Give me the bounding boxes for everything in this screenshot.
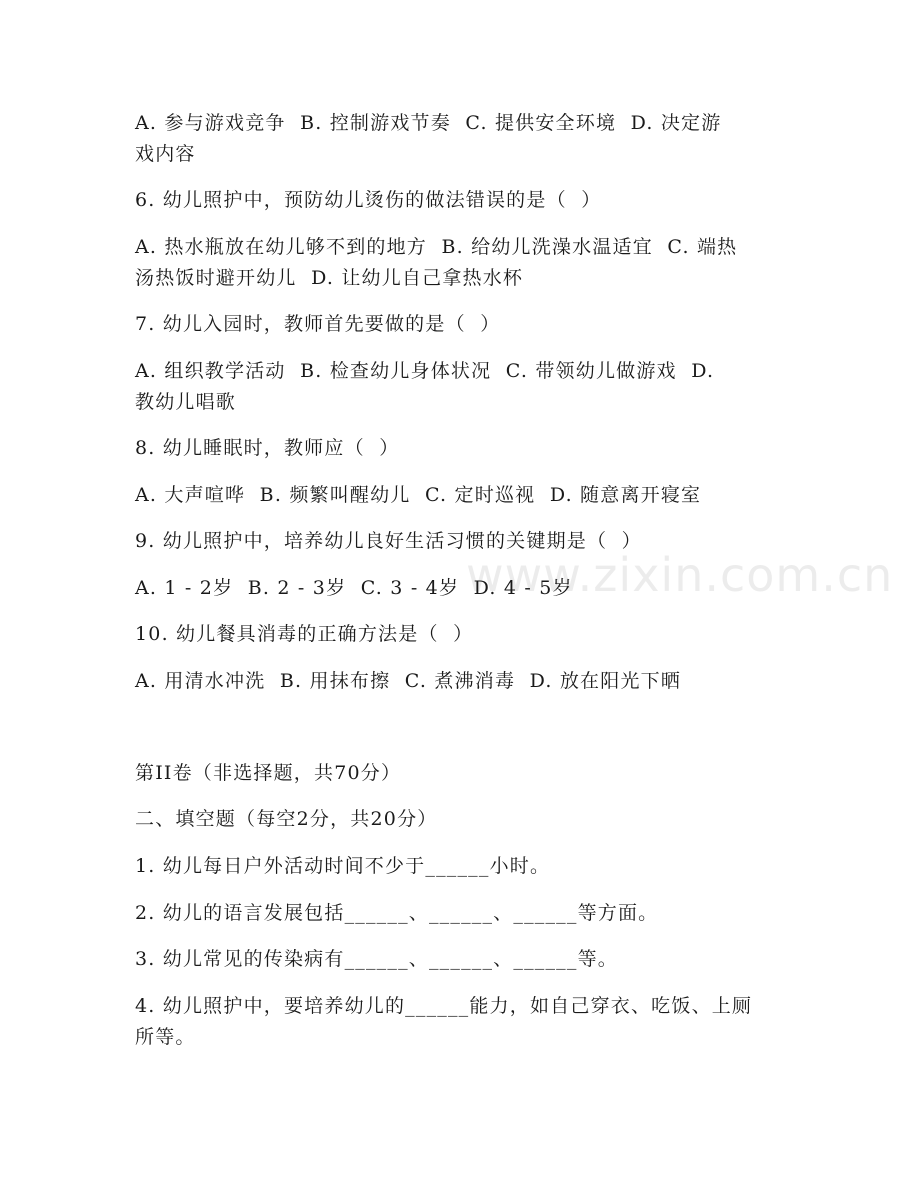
- option-line-q7-cont: 教幼儿唱歌: [135, 391, 237, 413]
- option-line-q7: A. 组织教学活动 B. 检查幼儿身体状况 C. 带领幼儿做游戏 D.: [135, 360, 715, 382]
- question-6: 6. 幼儿照护中，预防幼儿烫伤的做法错误的是（ ）: [135, 189, 602, 211]
- fill-question-3: 3. 幼儿常见的传染病有______、______、______等。: [135, 948, 618, 970]
- question-10: 10. 幼儿餐具消毒的正确方法是（ ）: [135, 623, 474, 645]
- question-9: 9. 幼儿照护中，培养幼儿良好生活习惯的关键期是（ ）: [135, 530, 642, 552]
- fill-question-2: 2. 幼儿的语言发展包括______、______、______等方面。: [135, 902, 659, 924]
- section-heading-part-2: 第II卷（非选择题，共70分）: [135, 762, 402, 784]
- section-heading-fill-blank: 二、填空题（每空2分，共20分）: [135, 808, 438, 830]
- option-line-q5: A. 参与游戏竞争 B. 控制游戏节奏 C. 提供安全环境 D. 决定游: [135, 112, 722, 134]
- question-8: 8. 幼儿睡眠时，教师应（ ）: [135, 437, 400, 459]
- question-7: 7. 幼儿入园时，教师首先要做的是（ ）: [135, 313, 501, 335]
- fill-question-1: 1. 幼儿每日户外活动时间不少于______小时。: [135, 855, 551, 877]
- option-line-q6: A. 热水瓶放在幼儿够不到的地方 B. 给幼儿洗澡水温适宜 C. 端热: [135, 236, 738, 258]
- option-line-q6-cont: 汤热饭时避开幼儿 D. 让幼儿自己拿热水杯: [135, 267, 524, 289]
- watermark: www.zixin.com.cn: [466, 548, 894, 602]
- fill-question-4-cont: 所等。: [135, 1026, 196, 1048]
- option-line-q5-cont: 戏内容: [135, 143, 196, 165]
- option-line-q10: A. 用清水冲洗 B. 用抹布擦 C. 煮沸消毒 D. 放在阳光下晒: [135, 670, 682, 692]
- option-line-q8: A. 大声喧哗 B. 频繁叫醒幼儿 C. 定时巡视 D. 随意离开寝室: [135, 484, 702, 506]
- option-line-q9: A. 1 - 2岁 B. 2 - 3岁 C. 3 - 4岁 D. 4 - 5岁: [135, 577, 573, 599]
- fill-question-4: 4. 幼儿照护中，要培养幼儿的______能力，如自己穿衣、吃饭、上厕: [135, 995, 753, 1017]
